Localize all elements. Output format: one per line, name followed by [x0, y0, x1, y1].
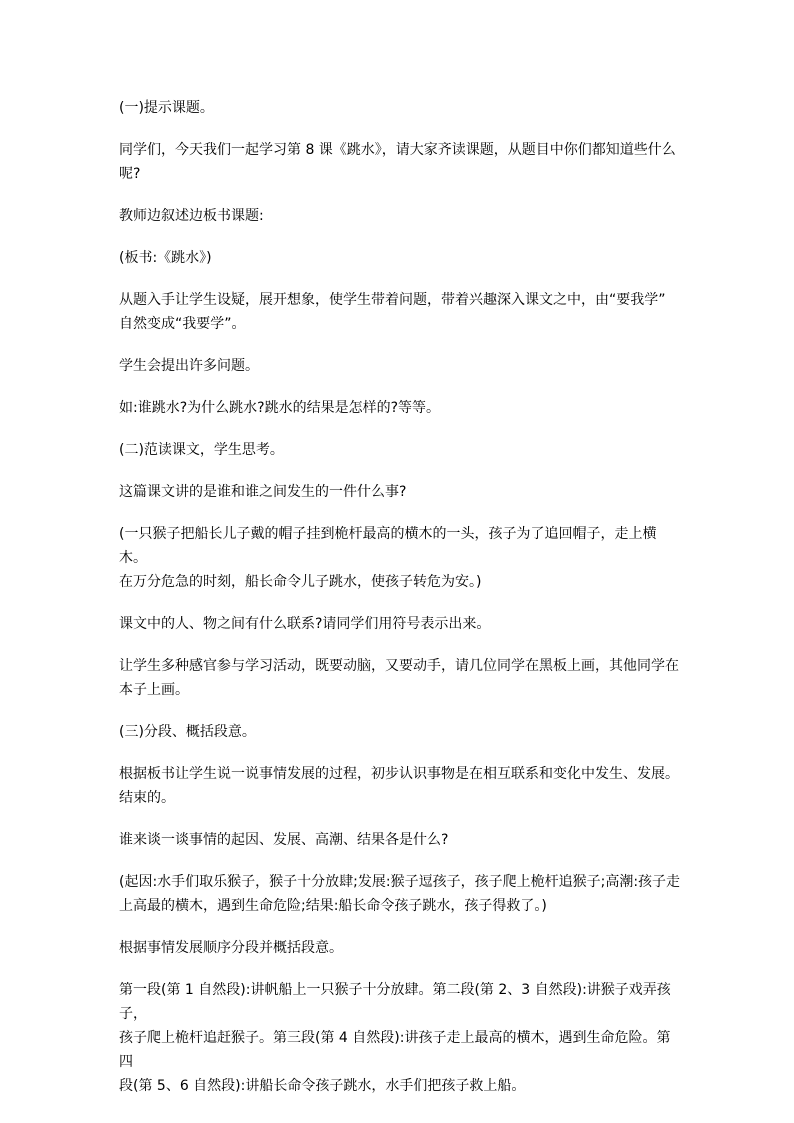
paragraph-5: 从题入手让学生设疑，展开想象，使学生带着问题，带着兴趣深入课文之中，由“要我学” 自然变成“我要学”。	[119, 292, 666, 332]
paragraph-7: 如:谁跳水?为什么跳水?跳水的结果是怎样的?等等。	[119, 400, 441, 416]
paragraph-9: 这篇课文讲的是谁和谁之间发生的一件什么事?	[119, 484, 407, 500]
paragraph-17: 根据事情发展顺序分段并概括段意。	[119, 940, 343, 956]
paragraph-1: (一)提示课题。	[119, 100, 214, 116]
paragraph-2: 同学们，今天我们一起学习第 8 课《跳水》，请大家齐读课题，从题目中你们都知道些什么 呢?	[119, 142, 676, 182]
paragraph-14: 根据板书让学生说一说事情发展的过程，初步认识事物是在相互联系和变化中发生、发展。 结束的。	[119, 766, 679, 806]
paragraph-15: 谁来谈一谈事情的起因、发展、高潮、结果各是什么?	[119, 832, 449, 848]
paragraph-4: (板书:《跳水》)	[119, 250, 212, 266]
paragraph-18: 第一段(第 1 自然段):讲帆船上一只猴子十分放肆。第二段(第 2、3 自然段):讲猴子戏弄孩子， 孩子爬上桅杆追赶猴子。第三段(第 4 自然段):讲孩子走上最高的横木，遇到生命危险。第四 段(第 5、6 自然段):讲船长命令孩子跳水，水手们把孩子救上船。	[119, 982, 671, 1094]
paragraph-16: (起因:水手们取乐猴子，猴子十分放肆;发展:猴子逗孩子，孩子爬上桅杆追猴子;高潮:孩子走 上高最的横木，遇到生命危险;结果:船长命令孩子跳水，孩子得救了。)	[119, 874, 681, 914]
paragraph-6: 学生会提出许多问题。	[119, 358, 259, 374]
paragraph-13: (三)分段、概括段意。	[119, 724, 256, 740]
document-body	[119, 96, 684, 1116]
paragraph-3: 教师边叙述边板书课题:	[119, 208, 264, 224]
paragraph-10: (一只猴子把船长儿子戴的帽子挂到桅杆最高的横木的一头，孩子为了追回帽子，走上横木。 在万分危急的时刻，船长命令儿子跳水，使孩子转危为安。)	[119, 526, 657, 590]
paragraph-11: 课文中的人、物之间有什么联系?请同学们用符号表示出来。	[119, 616, 491, 632]
paragraph-8: (二)范读课文，学生思考。	[119, 442, 284, 458]
paragraph-12: 让学生多种感官参与学习活动，既要动脑，又要动手，请几位同学在黑板上画，其他同学在 本子上画。	[119, 658, 679, 698]
